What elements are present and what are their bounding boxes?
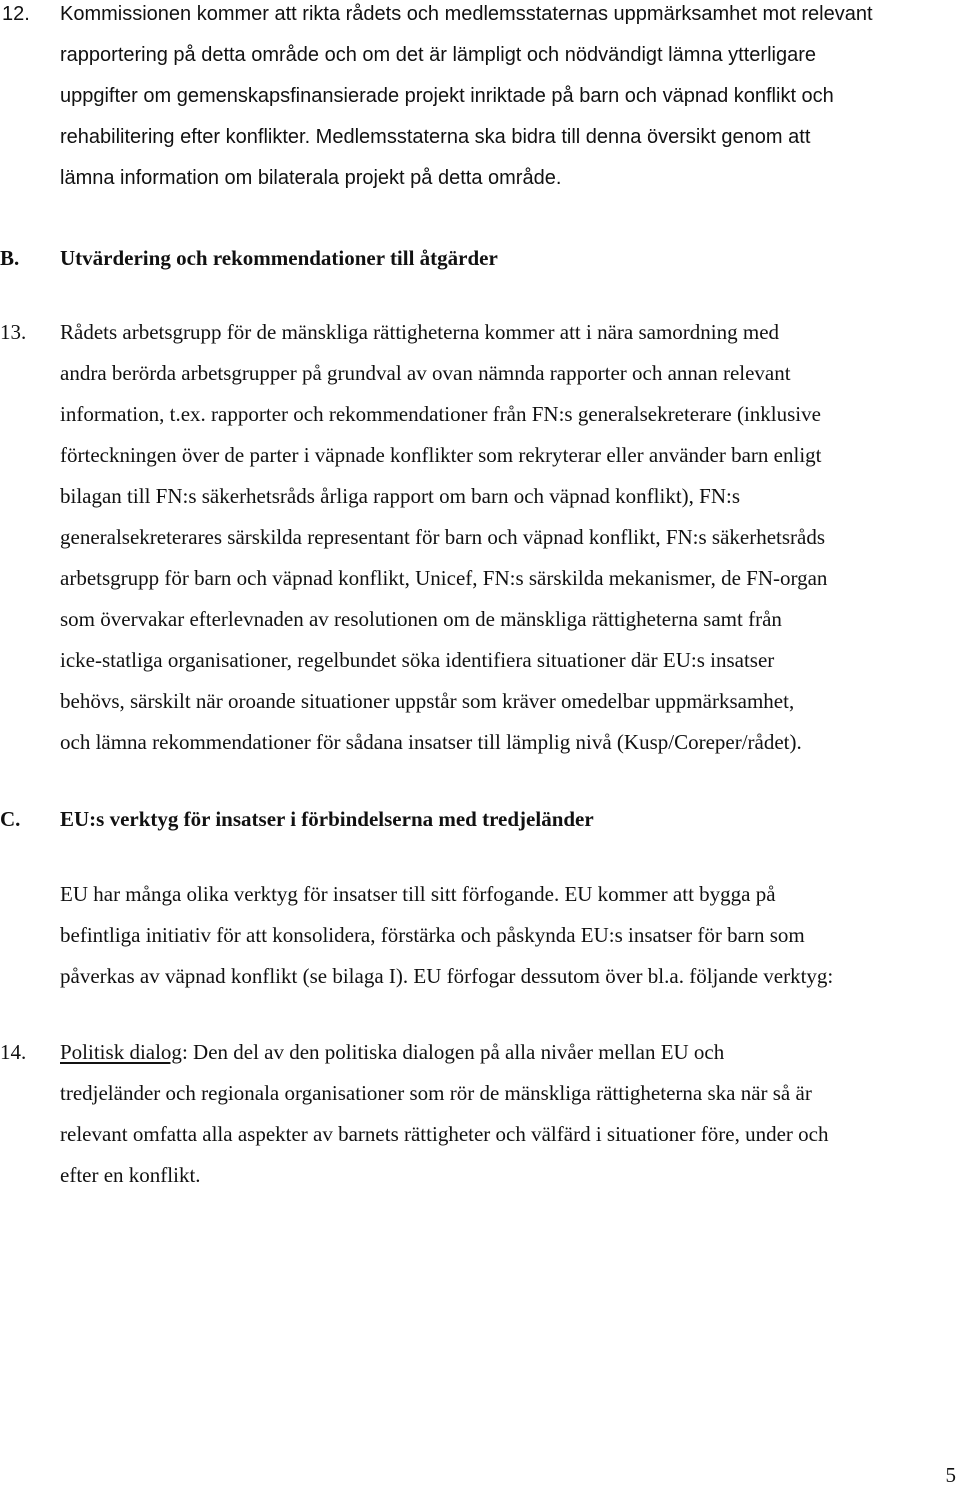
paragraph-number: 12. <box>2 3 30 25</box>
text-line: andra berörda arbetsgrupper på grundval av ovan nämnda rapporter och annan relevant <box>60 361 791 385</box>
text-line: tredjeländer och regionala organisationer som rör de mänskliga rättigheterna ska när så är <box>60 1081 812 1105</box>
text-line: påverkas av väpnad konflikt (se bilaga I). EU förfogar dessutom över bl.a. följande verktyg: <box>60 964 834 988</box>
text-line: lämna information om bilaterala projekt på detta område. <box>60 167 562 189</box>
paragraph-text <box>60 874 953 997</box>
paragraph-number: 14. <box>0 1040 27 1064</box>
text-line: och lämna rekommendationer för sådana insatser till lämplig nivå (Kusp/Coreper/rådet). <box>60 730 802 754</box>
text-line: rapportering på detta område och om det är lämpligt och nödvändigt lämna ytterligare <box>60 44 816 66</box>
text-line: icke-statliga organisationer, regelbundet söka identifiera situationer där EU:s insatser <box>60 648 775 672</box>
text-line: rehabilitering efter konflikter. Medlemsstaterna ska bidra till denna översikt genom att <box>60 126 811 148</box>
text-line: EU har många olika verktyg för insatser till sitt förfogande. EU kommer att bygga på <box>60 882 776 906</box>
text-line: efter en konflikt. <box>60 1163 201 1187</box>
paragraph-text <box>60 1032 953 1196</box>
section-label: B. <box>0 246 20 270</box>
paragraph-text <box>60 312 953 763</box>
paragraph-text <box>60 0 953 199</box>
text-line-rest: : Den del av den politiska dialogen på alla nivåer mellan EU och <box>181 1040 725 1064</box>
defined-term: Politisk dialog <box>60 1040 182 1064</box>
text-line: som övervakar efterlevnaden av resolutionen om de mänskliga rättigheterna samt från <box>60 607 782 631</box>
text-line: förteckningen över de parter i väpnade konflikter som rekryterar eller använder barn enligt <box>60 443 822 467</box>
text-line: arbetsgrupp för barn och väpnad konflikt, Unicef, FN:s särskilda mekanismer, de FN-organ <box>60 566 828 590</box>
text-line: generalsekreterares särskilda representant för barn och väpnad konflikt, FN:s säkerhetsråds <box>60 525 826 549</box>
paragraph-number: 13. <box>0 320 27 344</box>
text-line: bilagan till FN:s säkerhetsråds årliga rapport om barn och väpnad konflikt), FN:s <box>60 484 741 508</box>
text-line: information, t.ex. rapporter och rekommendationer från FN:s generalsekreterare (inklusive <box>60 402 821 426</box>
page-number: 5 <box>945 1463 956 1487</box>
text-line: befintliga initiativ för att konsolidera, förstärka och påskynda EU:s insatser för barn som <box>60 923 805 947</box>
text-line <box>60 1032 953 1073</box>
section-title: Utvärdering och rekommendationer till åtgärder <box>60 246 498 270</box>
text-line: Rådets arbetsgrupp för de mänskliga rättigheterna kommer att i nära samordning med <box>60 320 780 344</box>
section-label: C. <box>0 807 21 831</box>
text-line: uppgifter om gemenskapsfinansierade projekt inriktade på barn och väpnad konflikt och <box>60 85 834 107</box>
text-line: Kommissionen kommer att rikta rådets och medlemsstaternas uppmärksamhet mot relevant <box>60 3 873 25</box>
text-line: behövs, särskilt när oroande situationer uppstår som kräver omedelbar uppmärksamhet, <box>60 689 795 713</box>
section-title: EU:s verktyg för insatser i förbindelserna med tredjeländer <box>60 807 594 831</box>
text-line: relevant omfatta alla aspekter av barnets rättigheter och välfärd i situationer före, under och <box>60 1122 829 1146</box>
